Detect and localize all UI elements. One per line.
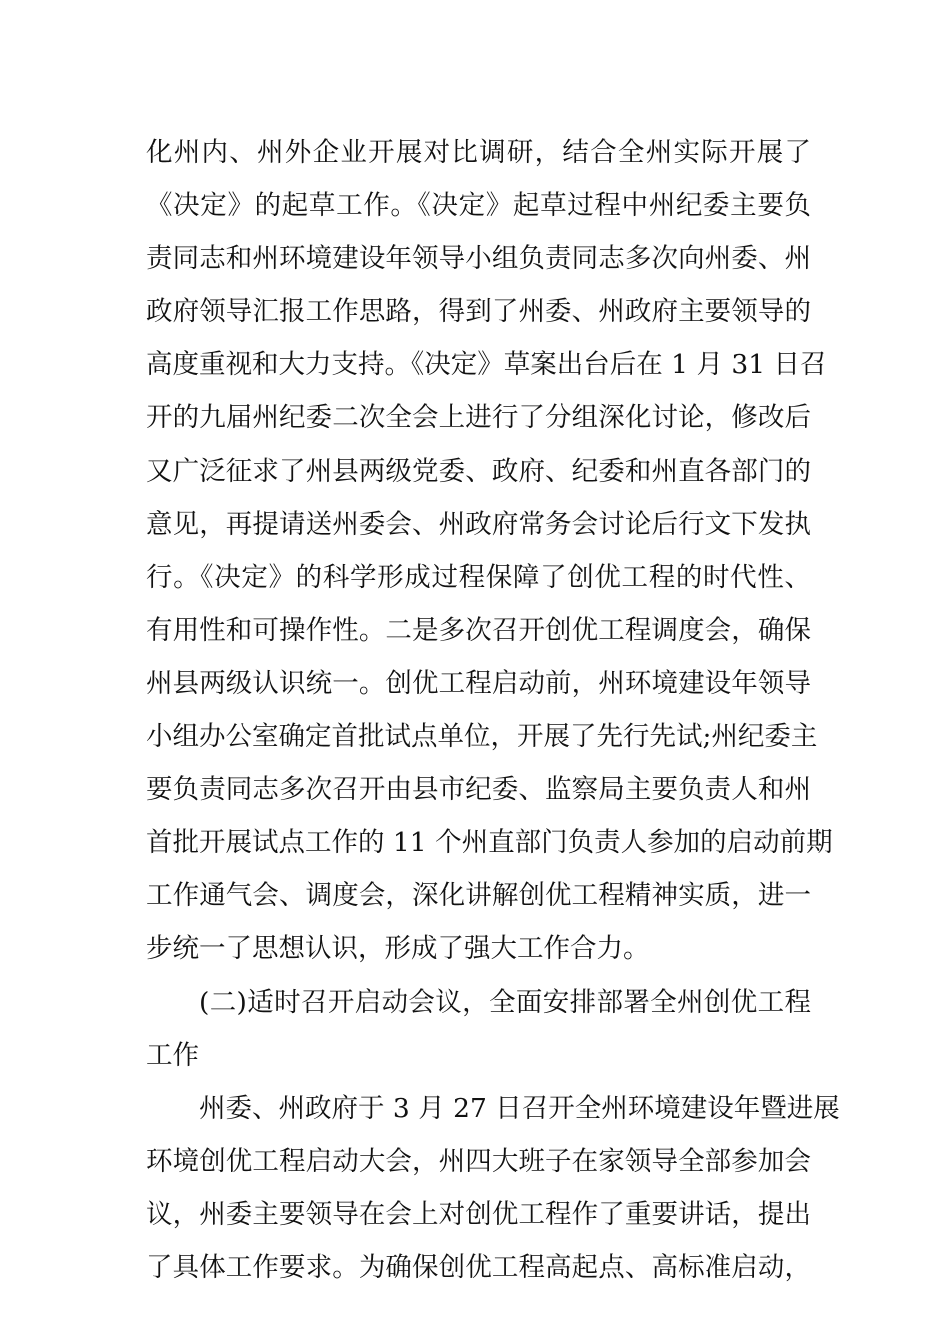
text-line: 有用性和可操作性。二是多次召开创优工程调度会，确保 (146, 614, 811, 646)
text-line: 了具体工作要求。为确保创优工程高起点、高标准启动， (146, 1251, 811, 1283)
body-text (146, 126, 840, 1294)
text-line: 工作通气会、调度会，深化讲解创优工程精神实质，进一 (146, 880, 811, 912)
text-line: 又广泛征求了州县两级党委、政府、纪委和州直各部门的 (146, 455, 811, 487)
section-heading-line: (二)适时召开启动会议，全面安排部署全州创优工程 (199, 986, 811, 1018)
text-line: 开的九届州纪委二次全会上进行了分组深化讨论，修改后 (146, 402, 811, 434)
text-line: 要负责同志多次召开由县市纪委、监察局主要负责人和州 (146, 774, 811, 806)
text-line: 《决定》的起草工作。《决定》起草过程中州纪委主要负 (146, 190, 811, 222)
text-line: 化州内、州外企业开展对比调研，结合全州实际开展了 (146, 137, 811, 168)
text-line: 高度重视和大力支持。《决定》草案出台后在 1 月 31 日召 (146, 349, 827, 381)
text-line: 小组办公室确定首批试点单位，开展了先行先试;州纪委主 (146, 721, 818, 753)
text-line-paragraph-end: 步统一了思想认识，形成了强大工作合力。 (146, 933, 650, 965)
text-line: 意见，再提请送州委会、州政府常务会讨论后行文下发执 (146, 508, 811, 540)
text-line: 行。《决定》的科学形成过程保障了创优工程的时代性、 (146, 561, 811, 593)
text-line: 环境创优工程启动大会，州四大班子在家领导全部参加会 (146, 1145, 811, 1177)
text-line: 议，州委主要领导在会上对创优工程作了重要讲话，提出 (146, 1198, 811, 1230)
text-line: 首批开展试点工作的 11 个州直部门负责人参加的启动前期 (146, 827, 833, 859)
text-line: 责同志和州环境建设年领导小组负责同志多次向州委、州 (146, 243, 811, 275)
section-heading-line-end: 工作 (146, 1039, 199, 1071)
text-line: 政府领导汇报工作思路，得到了州委、州政府主要领导的 (146, 296, 811, 328)
text-line-paragraph-start: 州委、州政府于 3 月 27 日召开全州环境建设年暨进展 (199, 1092, 840, 1124)
text-line: 州县两级认识统一。创优工程启动前，州环境建设年领导 (146, 667, 811, 699)
